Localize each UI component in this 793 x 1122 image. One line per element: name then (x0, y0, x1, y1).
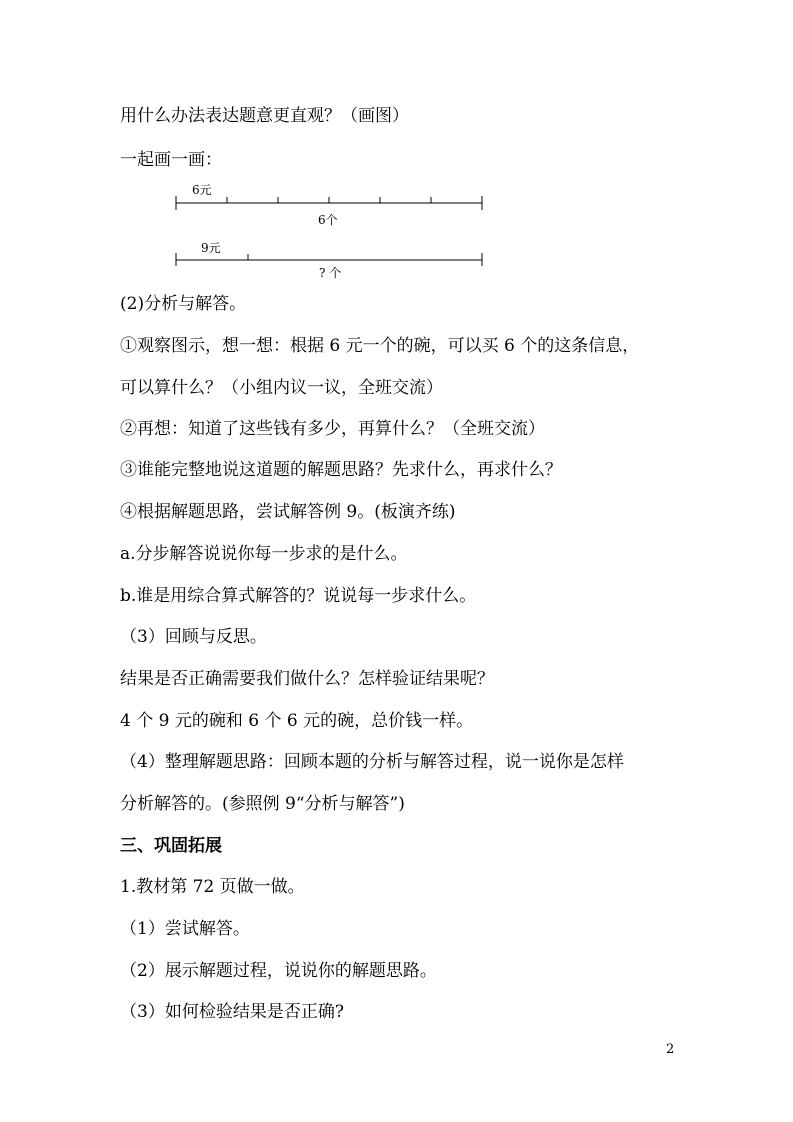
segment-diagram (0, 0, 793, 300)
text-line: 结果是否正确需要我们做什么？怎样验证结果呢？ (120, 669, 494, 689)
text-line: 分析解答的。(参照例 9“分析与解答”) (120, 794, 405, 814)
text-line: 用什么办法表达题意更直观？（画图） (120, 106, 409, 126)
text-line: 4 个 9 元的碗和 6 个 6 元的碗，总价钱一样。 (120, 711, 474, 731)
diagram-top-label: 6元 (192, 183, 212, 197)
text-line: b.谁是用综合算式解答的？说说每一步求什么。 (120, 586, 477, 606)
text-line: ②再想：知道了这些钱有多少，再算什么？（全班交流） (120, 419, 545, 439)
text-line: （3）如何检验结果是否正确? (120, 1002, 344, 1022)
section-heading: 三、巩固拓展 (120, 836, 222, 856)
text-line: a.分步解答说说你每一步求的是什么。 (120, 544, 408, 564)
text-line: （2）展示解题过程，说说你的解题思路。 (120, 961, 437, 981)
diagram-bottom-label: 9元 (201, 241, 221, 255)
text-line: （3）回顾与反思。 (120, 627, 267, 647)
text-line: （1）尝试解答。 (120, 919, 250, 939)
text-line: ④根据解题思路，尝试解答例 9。(板演齐练) (120, 502, 456, 522)
page-number: 2 (666, 1042, 675, 1057)
text-line: （4）整理解题思路：回顾本题的分析与解答过程，说一说你是怎样 (120, 752, 624, 772)
text-line: ③谁能完整地说这道题的解题思路？先求什么，再求什么？ (120, 460, 562, 480)
diagram-top-count: 6个 (318, 213, 338, 227)
text-line: ①观察图示，想一想：根据 6 元一个的碗，可以买 6 个的这条信息， (120, 336, 640, 356)
text-line: 一起画一画： (120, 150, 222, 170)
text-line: 1.教材第 72 页做一做。 (120, 877, 305, 897)
diagram-bottom-count: ? 个 (319, 266, 342, 280)
text-line: 可以算什么？（小组内议一议，全班交流） (120, 378, 443, 398)
text-line: (2)分析与解答。 (120, 294, 247, 314)
